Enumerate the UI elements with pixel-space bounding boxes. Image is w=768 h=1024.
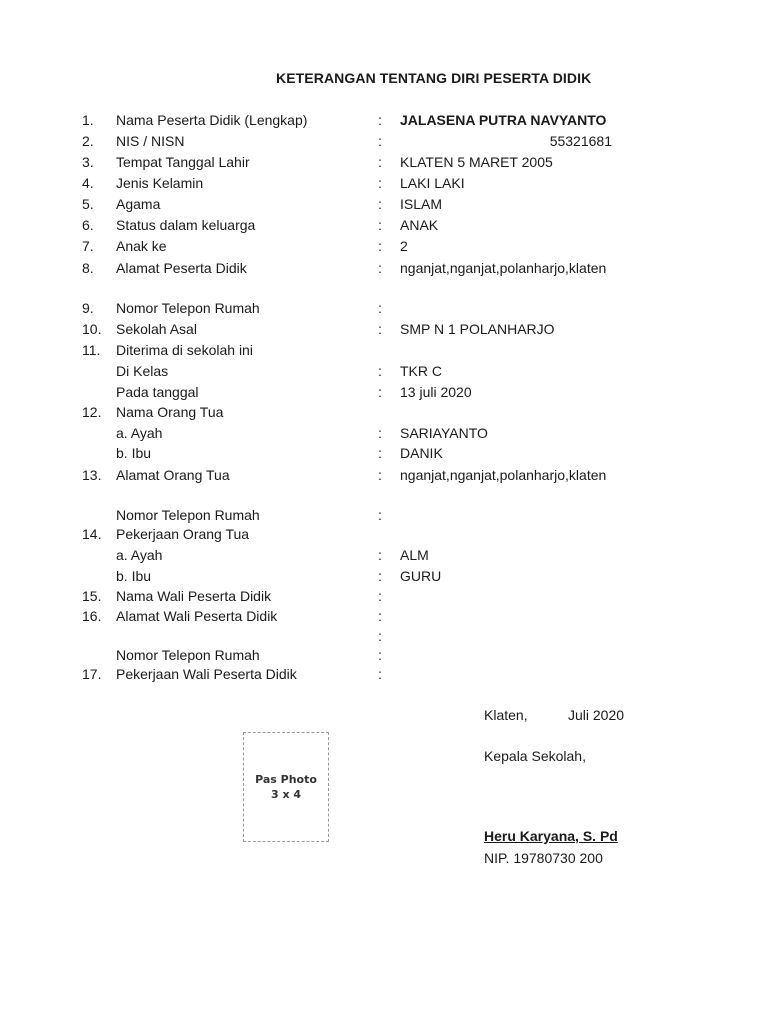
field-row-jenis-kelamin: [0, 175, 614, 195]
row-value: nganjat,nganjat,polanharjo,klaten: [400, 260, 607, 276]
photo-size: 3 x 4: [270, 788, 302, 801]
row-label: Anak ke: [116, 238, 167, 254]
row-number: 7.: [82, 238, 94, 254]
row-colon: :: [378, 260, 382, 276]
row-number: 16.: [82, 608, 102, 624]
row-number: 5.: [82, 196, 94, 212]
field-row-pada-tanggal: [0, 384, 614, 404]
field-row-status-keluarga: [0, 217, 614, 237]
row-label: Alamat Wali Peserta Didik: [116, 608, 278, 624]
row-label: a. Ayah: [116, 425, 163, 441]
field-row-nama-wali: [0, 588, 614, 608]
row-label: b. Ibu: [116, 445, 152, 461]
signature-name: Heru Karyana, S. Pd: [484, 828, 618, 844]
row-colon: :: [378, 217, 382, 233]
row-label: a. Ayah: [116, 547, 163, 563]
row-label: Nama Peserta Didik (Lengkap): [116, 112, 308, 128]
field-row-pekerjaan-ayah: [0, 547, 614, 567]
field-row-telepon-orang-tua: [0, 507, 614, 527]
row-number: 2.: [82, 133, 94, 149]
field-row-agama: [0, 196, 614, 216]
row-colon: :: [378, 467, 382, 483]
row-colon: :: [378, 445, 382, 461]
field-row-sekolah-asal: [0, 321, 614, 341]
row-value: LAKI LAKI: [400, 175, 465, 191]
row-value: 13 juli 2020: [400, 384, 472, 400]
row-number: 8.: [82, 260, 94, 276]
row-colon: :: [378, 238, 382, 254]
row-value: TKR C: [400, 363, 442, 379]
row-colon: :: [378, 647, 382, 663]
field-row-nama-ayah: [0, 425, 614, 445]
row-number: 15.: [82, 588, 102, 604]
row-number: 9.: [82, 300, 94, 316]
row-number: 1.: [82, 112, 94, 128]
row-label: Nomor Telepon Rumah: [116, 300, 260, 316]
row-number: 3.: [82, 154, 94, 170]
field-row-alamat-wali-continued: [0, 628, 614, 648]
row-value: DANIK: [400, 445, 443, 461]
row-colon: :: [378, 507, 382, 523]
row-colon: :: [378, 666, 382, 682]
row-label: Pada tanggal: [116, 384, 199, 400]
row-label: Pekerjaan Orang Tua: [116, 526, 250, 542]
row-label: Nomor Telepon Rumah: [116, 507, 260, 523]
row-colon: :: [378, 384, 382, 400]
row-number: 11.: [82, 342, 101, 358]
row-value: JALASENA PUTRA NAVYANTO: [400, 112, 607, 128]
row-value: 2: [400, 238, 408, 254]
row-number: 12.: [82, 404, 102, 420]
field-row-nis-nisn: [0, 133, 614, 153]
field-row-alamat-peserta: [0, 260, 614, 280]
signature-role: Kepala Sekolah,: [484, 748, 586, 764]
signature-date: Juli 2020: [568, 707, 625, 723]
row-number: 14.: [82, 526, 102, 542]
row-colon: :: [378, 425, 382, 441]
field-row-telepon-rumah: [0, 300, 614, 320]
row-colon: :: [378, 547, 382, 563]
row-label: Tempat Tanggal Lahir: [116, 154, 250, 170]
field-row-di-kelas: [0, 363, 614, 383]
row-label: Nama Orang Tua: [116, 404, 224, 420]
row-number: 10.: [82, 321, 102, 337]
field-row-tempat-tanggal-lahir: [0, 154, 614, 174]
row-colon: :: [378, 133, 382, 149]
row-value: nganjat,nganjat,polanharjo,klaten: [400, 467, 607, 483]
photo-label: Pas Photo: [255, 773, 317, 786]
row-number: 6.: [82, 217, 94, 233]
row-value: ALM: [400, 547, 429, 563]
row-colon: :: [378, 175, 382, 191]
row-label: b. Ibu: [116, 568, 152, 584]
row-label: Alamat Peserta Didik: [116, 260, 247, 276]
row-label: NIS / NISN: [116, 133, 185, 149]
field-row-pekerjaan-wali: [0, 666, 614, 686]
field-row-pekerjaan-ibu: [0, 568, 614, 588]
row-colon: :: [378, 196, 382, 212]
row-colon: :: [378, 363, 382, 379]
row-label: Nama Wali Peserta Didik: [116, 588, 272, 604]
row-number: 4.: [82, 175, 94, 191]
document-title: KETERANGAN TENTANG DIRI PESERTA DIDIK: [276, 70, 592, 86]
row-label: Nomor Telepon Rumah: [116, 647, 260, 663]
signature-nip: NIP. 19780730 200: [484, 850, 603, 866]
field-row-telepon-wali: [0, 647, 614, 667]
row-label: Status dalam keluarga: [116, 217, 256, 233]
field-row-alamat-wali: [0, 608, 614, 628]
row-label: Di Kelas: [116, 363, 169, 379]
row-colon: :: [378, 154, 382, 170]
row-value: 55321681: [549, 133, 612, 149]
row-label: Sekolah Asal: [116, 321, 197, 337]
photo-placeholder: [243, 732, 329, 842]
row-value: KLATEN 5 MARET 2005: [400, 154, 553, 170]
signature-place: Klaten,: [484, 707, 528, 723]
row-colon: :: [378, 568, 382, 584]
row-label: Diterima di sekolah ini: [116, 342, 253, 358]
field-row-pekerjaan-orang-tua: [0, 526, 614, 546]
row-colon: :: [378, 321, 382, 337]
field-row-alamat-orang-tua: [0, 467, 614, 487]
row-number: 17.: [82, 666, 102, 682]
row-colon: :: [378, 300, 382, 316]
row-value: ANAK: [400, 217, 439, 233]
row-label: Alamat Orang Tua: [116, 467, 230, 483]
field-row-nama-orang-tua: [0, 404, 614, 424]
row-colon: :: [378, 112, 382, 128]
row-value: SMP N 1 POLANHARJO: [400, 321, 555, 337]
field-row-diterima: [0, 342, 614, 362]
row-value: GURU: [400, 568, 442, 584]
row-colon: :: [378, 628, 382, 644]
row-label: Agama: [116, 196, 161, 212]
row-value: ISLAM: [400, 196, 443, 212]
row-label: Pekerjaan Wali Peserta Didik: [116, 666, 297, 682]
row-colon: :: [378, 608, 382, 624]
field-row-nama-ibu: [0, 445, 614, 465]
field-row-anak-ke: [0, 238, 614, 258]
row-value: SARIAYANTO: [400, 425, 488, 441]
field-row-nama-peserta: [0, 112, 614, 132]
row-colon: :: [378, 588, 382, 604]
row-label: Jenis Kelamin: [116, 175, 204, 191]
row-number: 13.: [82, 467, 102, 483]
